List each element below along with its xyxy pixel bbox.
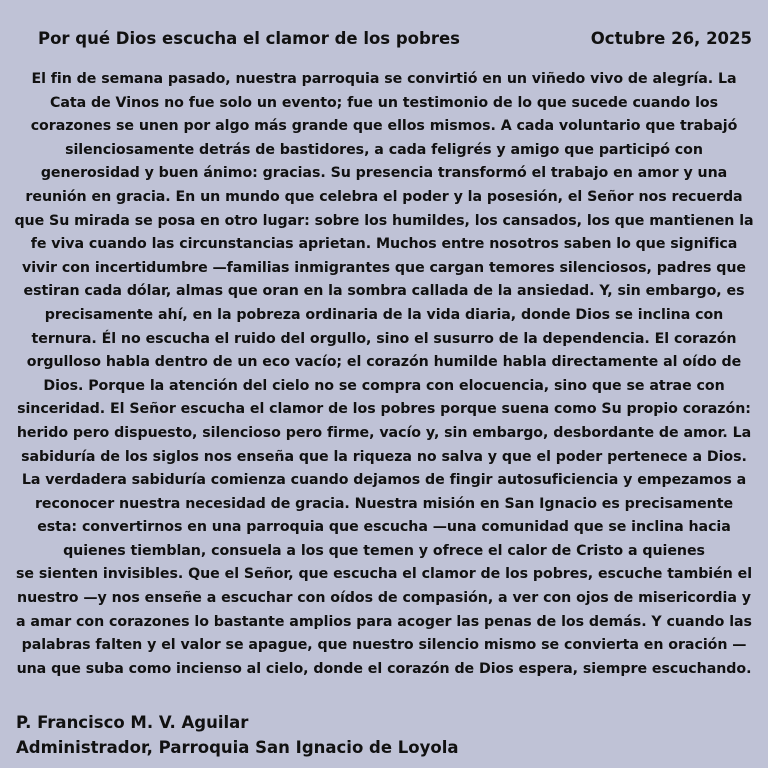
text-line: a amar con corazones lo bastante amplios para acoger las penas de los demás. Y cuando las — [16, 613, 752, 630]
text-line: Dios. Porque la atención del cielo no se compra con elocuencia, sino que se atrae con — [43, 377, 725, 394]
text-line: Cata de Vinos no fue solo un evento; fue un testimonio de lo que sucede cuando los — [49, 94, 719, 111]
header — [38, 26, 752, 50]
author-name: P. Francisco M. V. Aguilar — [16, 713, 249, 732]
text-line: corazones se unen por algo más grande que ellos mismos. A cada voluntario que trabajó — [30, 118, 738, 135]
text-line: El fin de semana pasado, nuestra parroquia se convirtió en un viñedo vivo de alegría. La — [31, 71, 737, 87]
text-line: herido pero dispuesto, silencioso pero firme, vacío y, sin embargo, desbordante de amor. La — [16, 424, 752, 441]
page-title: Por qué Dios escucha el clamor de los pobres — [38, 28, 460, 48]
text-line: silenciosamente detrás de bastidores, a cada feligrés y amigo que participó con — [65, 141, 703, 158]
text-line: quienes tiemblan, consuela a los que temen y ofrece el calor de Cristo a quienes — [63, 542, 705, 559]
text-line: precisamente ahí, en la pobreza ordinaria de la vida diaria, donde Dios se inclina con — [44, 306, 724, 323]
text-line: que Su mirada se posa en otro lugar: sobre los humildes, los cansados, los que mantienen la — [14, 212, 754, 229]
text-line: sabiduría de los siglos nos enseña que la riqueza no salva y que el poder pertenece a Dios. — [21, 448, 747, 465]
text-line: La verdadera sabiduría comienza cuando dejamos de fingir autosuficiencia y empezamos a — [21, 472, 747, 489]
text-line: ternura. Él no escucha el ruido del orgullo, sino el susurro de la dependencia. El corazón — [31, 330, 737, 347]
text-line: orgulloso habla dentro de un eco vacío; el corazón humilde habla directamente al oído de — [26, 354, 742, 371]
text-line: nuestro —y nos enseñe a escuchar con oídos de compasión, a ver con ojos de misericordia y — [17, 590, 751, 607]
text-line: una que suba como incienso al cielo, donde el corazón de Dios espera, siempre escuchando. — [16, 660, 752, 677]
text-line: sinceridad. El Señor escucha el clamor de los pobres porque suena como Su propio corazón: — [17, 401, 751, 418]
text-line: se sienten invisibles. Que el Señor, que escucha el clamor de los pobres, escuche también el — [15, 566, 753, 583]
text-line: estiran cada dólar, almas que oran en la sombra callada de la ansiedad. Y, sin embargo, es — [23, 283, 745, 300]
text-line: vivir con incertidumbre —familias inmigrantes que cargan temores silenciosos, padres que — [22, 259, 746, 276]
text-line: reunión en gracia. En un mundo que celebra el poder y la posesión, el Señor nos recuerda — [25, 188, 743, 205]
signature-block — [16, 710, 459, 760]
author-role: Administrador, Parroquia San Ignacio de Loyola — [16, 738, 459, 757]
date-label: Octubre 26, 2025 — [590, 28, 752, 48]
text-line: fe viva cuando las circunstancias aprietan. Muchos entre nosotros saben lo que significa — [30, 236, 738, 253]
text-line: reconocer nuestra necesidad de gracia. Nuestra misión en San Ignacio es precisamente — [34, 495, 734, 512]
text-line: palabras falten y el valor se apague, que nuestro silencio mismo se convierta en oración — — [21, 637, 747, 654]
text-line: generosidad y buen ánimo: gracias. Su presencia transformó el trabajo en amor y una — [40, 165, 728, 182]
article-body — [3, 68, 765, 681]
text-line: esta: convertirnos en una parroquia que escucha —una comunidad que se inclina hacia — [37, 519, 731, 536]
